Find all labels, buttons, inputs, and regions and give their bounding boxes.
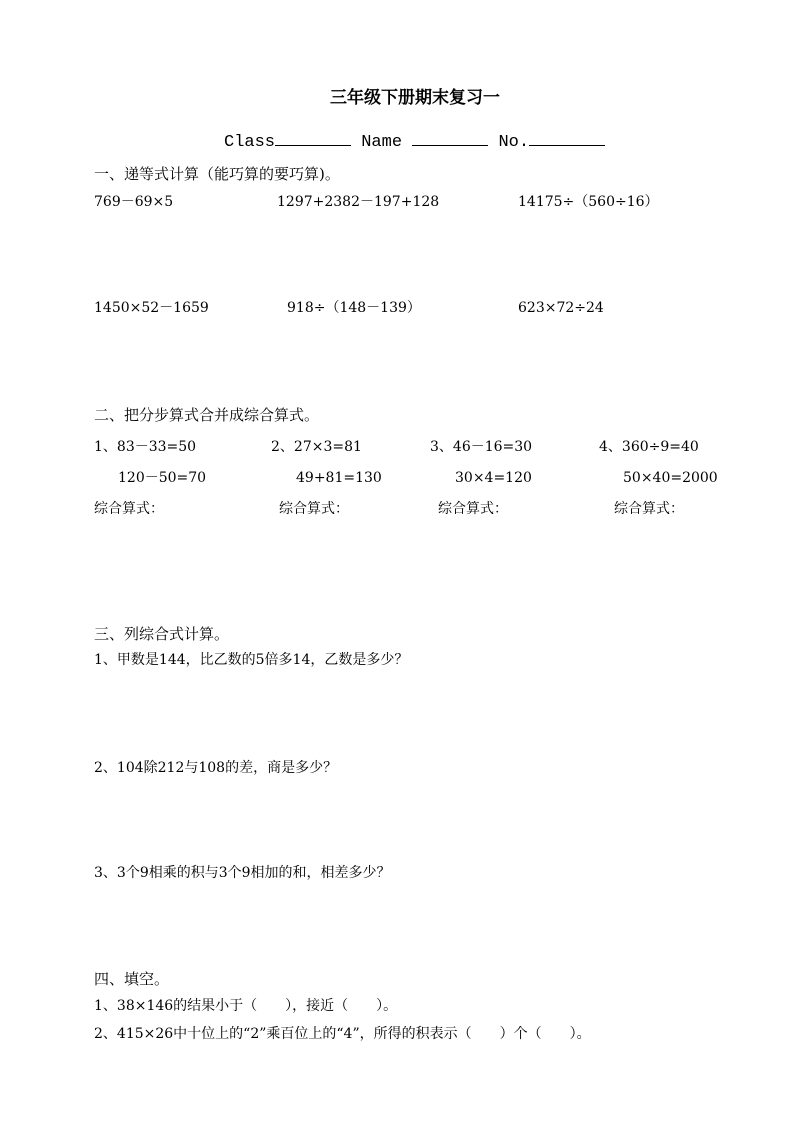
step-item-2-step1: 2、27×3=81 xyxy=(271,439,362,455)
section2-heading: 二、把分步算式合并成综合算式。 xyxy=(94,406,320,424)
problem-6: 623×72÷24 xyxy=(518,300,604,316)
question-3: 3、3个9相乘的积与3个9相加的和，相差多少？ xyxy=(94,865,391,881)
problem-1: 769－69×5 xyxy=(94,194,174,210)
step-item-3-step2: 30×4=120 xyxy=(455,470,532,486)
step-item-4-step1: 4、360÷9=40 xyxy=(599,439,699,455)
name-blank xyxy=(412,130,488,146)
step-item-2-step2: 49+81=130 xyxy=(296,470,382,486)
fill-question-1: 1、38×146的结果小于（ ），接近（ ）。 xyxy=(94,998,398,1014)
class-label: Class xyxy=(224,133,276,152)
step-item-1-step2: 120－50=70 xyxy=(118,470,207,486)
combined-label-4: 综合算式： xyxy=(614,501,684,517)
fill-question-2: 2、415×26中十位上的“2”乘百位上的“4”，所得的积表示（ ）个（ ）。 xyxy=(94,1026,591,1042)
combined-label-2: 综合算式： xyxy=(279,501,349,517)
no-label: No. xyxy=(498,133,530,152)
page-title: 三年级下册期末复习一 xyxy=(330,88,500,108)
step-item-3-step1: 3、46－16=30 xyxy=(430,439,533,455)
question-1: 1、甲数是144，比乙数的5倍多14，乙数是多少？ xyxy=(94,652,409,668)
combined-label-3: 综合算式： xyxy=(438,501,508,517)
question-2: 2、104除212与108的差，商是多少？ xyxy=(94,760,338,776)
step-item-4-step2: 50×40=2000 xyxy=(623,470,718,486)
combined-label-1: 综合算式： xyxy=(94,501,164,517)
no-blank xyxy=(529,130,605,146)
section3-heading: 三、列综合式计算。 xyxy=(94,625,230,643)
name-label: Name xyxy=(361,133,403,152)
problem-2: 1297+2382－197+128 xyxy=(277,194,440,210)
section1-heading: 一、递等式计算（能巧算的要巧算)。 xyxy=(94,165,340,183)
problem-5: 918÷（148－139） xyxy=(287,300,421,316)
student-info-line xyxy=(224,130,605,151)
problem-4: 1450×52－1659 xyxy=(94,300,209,316)
problem-3: 14175÷（560÷16） xyxy=(518,194,659,210)
class-blank xyxy=(275,130,351,146)
step-item-1-step1: 1、83－33=50 xyxy=(94,439,197,455)
section4-heading: 四、填空。 xyxy=(94,970,170,988)
